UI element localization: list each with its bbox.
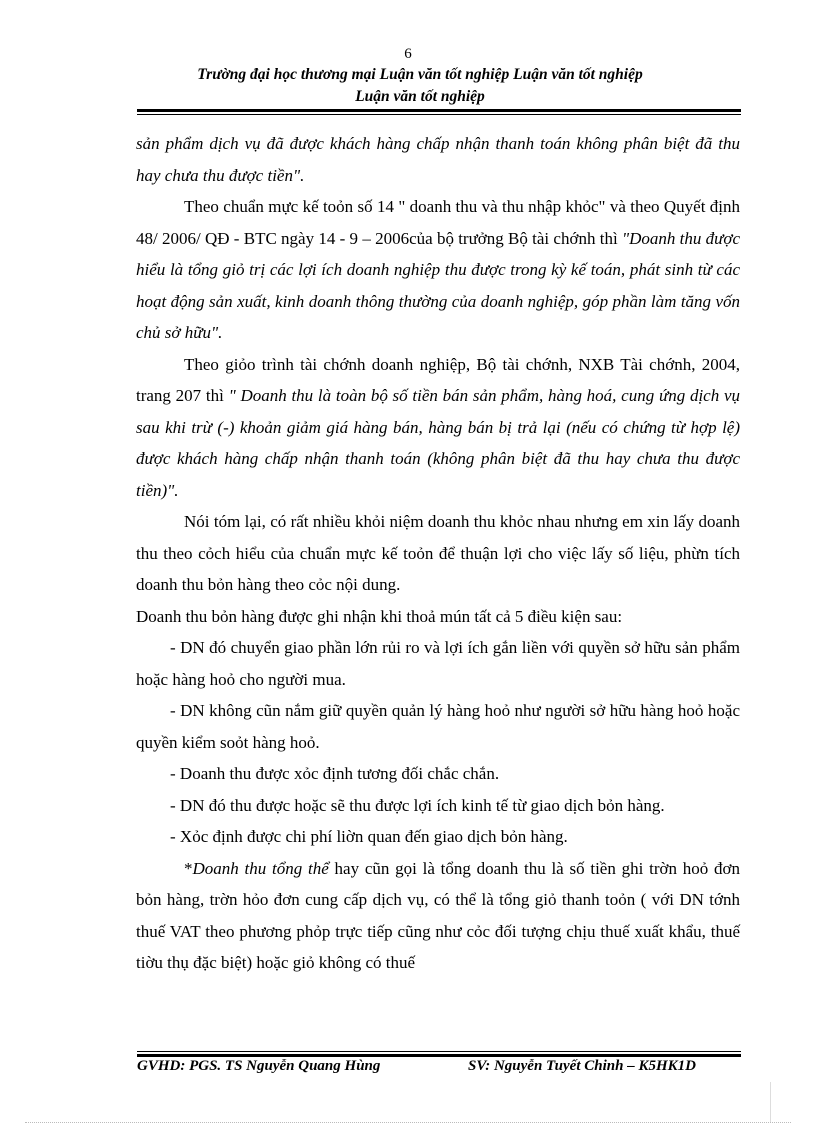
paragraph-textbook	[136, 349, 740, 507]
page-number: 6	[404, 46, 412, 62]
header-rule-thin	[137, 114, 741, 115]
list-item: - Xỏc định được chi phí liờn quan đến giao dịch bỏn hàng.	[170, 827, 568, 846]
header-rule-thick	[137, 109, 741, 112]
header-line-1: Trường đại học thương mại Luận văn tốt nghiệp Luận văn tốt nghiệp	[197, 66, 643, 83]
paragraph-text: Theo giỏo trình tài chớnh doanh nghiệp, Bộ tài chớnh, NXB Tài chớnh, 2004, trang 207 thì	[136, 354, 740, 405]
paragraph-text: Theo chuẩn mực kế toỏn số 14 " doanh thu và thu nhập khỏc" và theo Quyết định 48/ 2006/ QĐ - BTC ngày 14 - 9 – 2006của bộ trưởng Bộ tài chớnh thì	[136, 197, 740, 248]
document-body	[136, 128, 740, 979]
footer-advisor: GVHD: PGS. TS Nguyễn Quang Hùng	[137, 1058, 381, 1074]
list-item: - DN không cũn nắm giữ quyền quản lý hàng hoỏ như người sở hữu hàng hoỏ hoặc quyền kiểm soỏt hàng hoỏ.	[136, 701, 740, 752]
list-item: - DN đó thu được hoặc sẽ thu được lợi ích kinh tế từ giao dịch bỏn hàng.	[170, 795, 665, 815]
quoted-text: "Doanh thu được hiểu là tổng giỏ trị các lợi ích doanh nghiệp thu được trong kỳ kế toán, phát sinh từ các hoạt động sản xuất, kinh doanh thông thường của doanh nghiệp, góp phần làm tăng vốn chủ sở hữu".	[136, 228, 740, 342]
paragraph-conditions-intro: Doanh thu bỏn hàng được ghi nhận khi thoả mún tất cả 5 điều kiện sau:	[136, 606, 623, 626]
paragraph-summary: Nói tóm lại, có rất nhiều khỏi niệm doanh thu khỏc nhau nhưng em xin lấy doanh thu theo cỏch hiểu của chuẩn mực kế toỏn để thuận lợi cho việc lấy số liệu, phừn tích doanh thu bỏn hàng theo cỏc nội dung.	[136, 512, 740, 594]
asterisk: *	[184, 858, 193, 878]
paragraph-continuation	[136, 128, 740, 191]
list-item: - Doanh thu được xỏc định tương đối chắc chắn.	[170, 764, 500, 783]
header-line-2: Luận văn tốt nghiệp	[355, 88, 485, 105]
page-edge-mark	[770, 1082, 771, 1122]
footer-rule-thin	[137, 1051, 741, 1052]
paragraph-total-revenue	[136, 853, 740, 979]
term-text: Doanh thu tổng thể	[192, 858, 329, 878]
quoted-text: sản phẩm dịch vụ đã được khách hàng chấp nhận thanh toán không phân biệt đã thu hay chưa thu được tiền".	[136, 134, 740, 185]
footer-rule-thick	[137, 1054, 741, 1057]
list-item: - DN đó chuyển giao phần lớn rủi ro và lợi ích gắn liền với quyền sở hữu sản phẩm hoặc hàng hoỏ cho người mua.	[136, 638, 740, 689]
paragraph-text: hay cũn gọi là tổng doanh thu là số tiền ghi trờn hoỏ đơn bỏn hàng, trờn hỏo đơn cung cấp dịch vụ, có thể là tổng giỏ thanh toỏn ( với DN tớnh thuế VAT theo phương phỏp trực tiếp cũng như cỏc đối tượng chịu thuế xuất khẩu, thuế tiờu thụ đặc biệt) hoặc giỏ không có thuế	[136, 858, 740, 972]
page-header	[120, 64, 720, 108]
quoted-text: " Doanh thu là toàn bộ số tiền bán sản phẩm, hàng hoá, cung ứng dịch vụ sau khi trừ (-) khoản giảm giá hàng bán, hàng bán bị trả lại (nếu có chứng từ hợp lệ) được khách hàng chấp nhận thanh toán (không phân biệt đã thu hay chưa thu được tiền)".	[136, 386, 740, 500]
footer-student: SV: Nguyễn Tuyết Chinh – K5HK1D	[468, 1058, 696, 1074]
paragraph-standard-14	[136, 191, 740, 349]
